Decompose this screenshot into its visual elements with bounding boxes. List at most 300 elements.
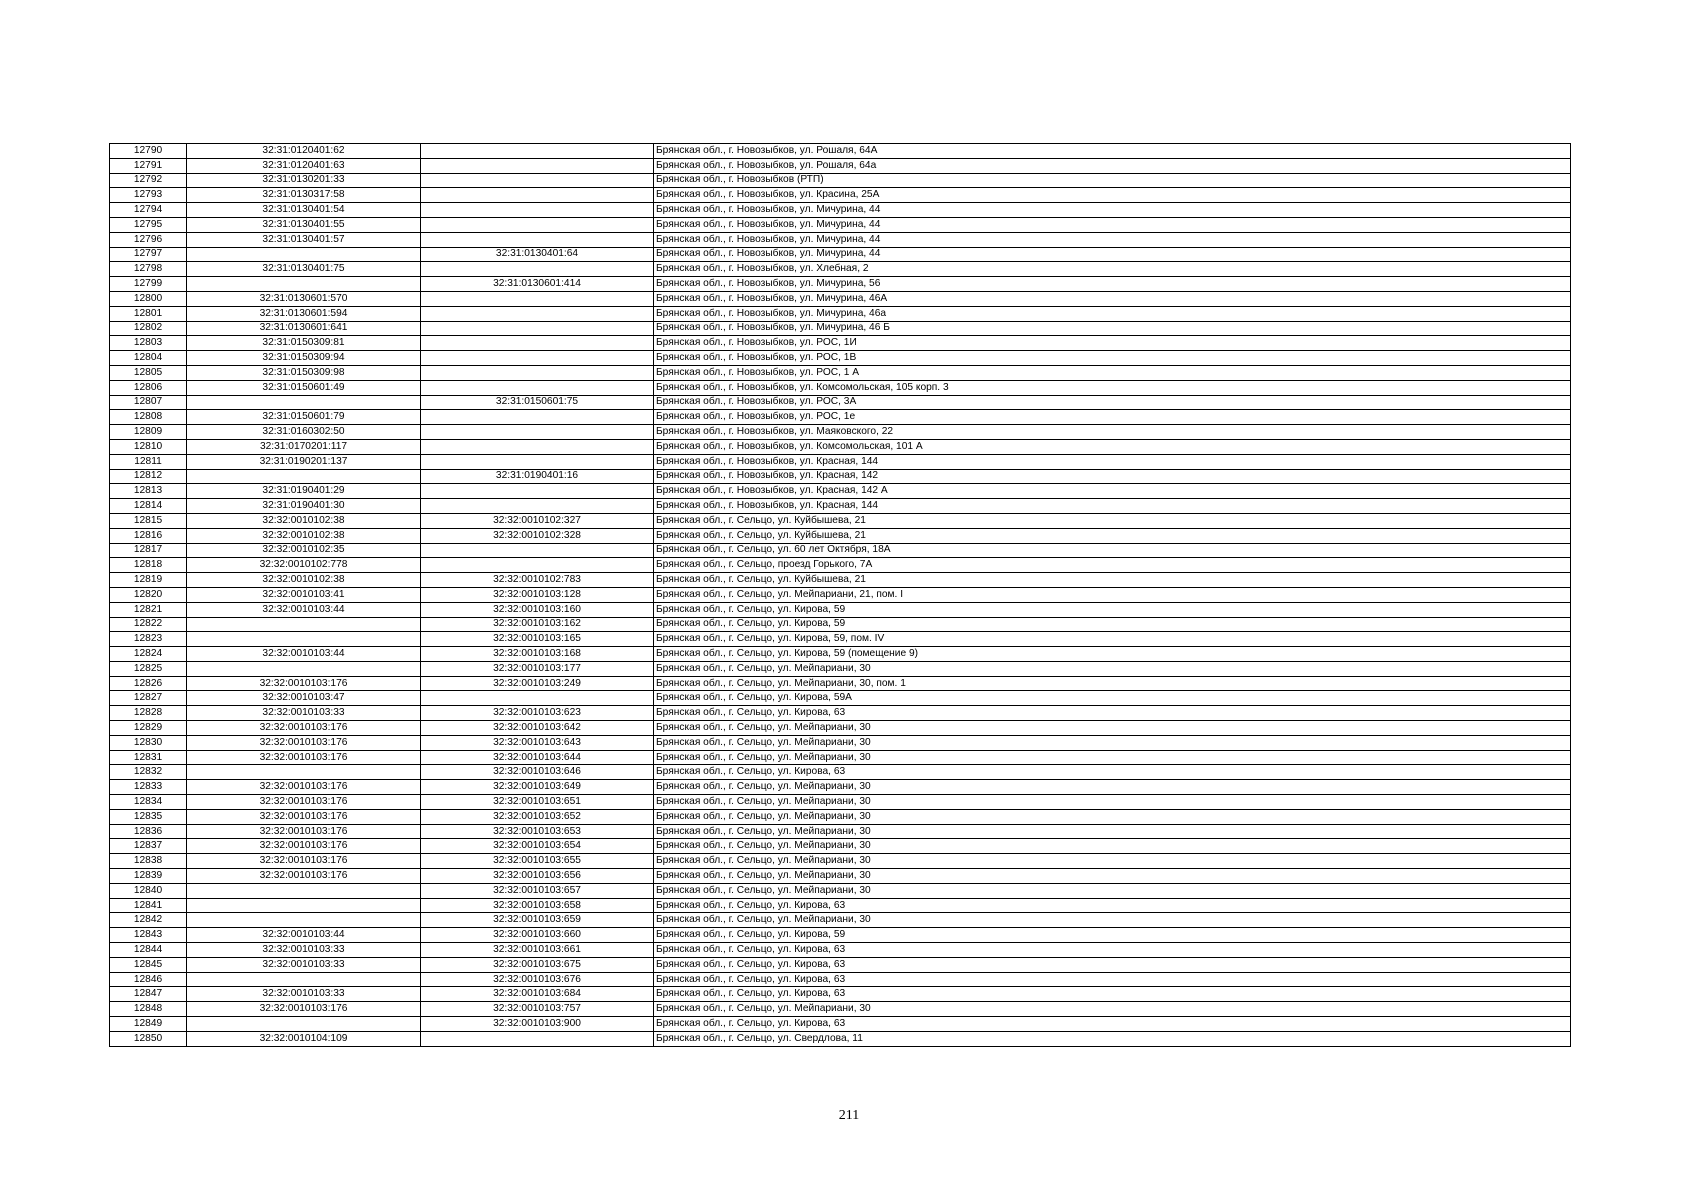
row-number-cell: 12791	[110, 158, 187, 173]
table-row	[110, 425, 1571, 440]
row-number-cell: 12837	[110, 839, 187, 854]
cadastral-number-cell: 32:31:0130601:594	[187, 306, 421, 321]
cadastral-number-cell: 32:31:0150601:49	[187, 380, 421, 395]
row-number-cell: 12801	[110, 306, 187, 321]
sub-cadastral-number-cell: 32:32:0010103:651	[421, 795, 654, 810]
address-cell: Брянская обл., г. Сельцо, ул. Мейпариани, 30, пом. 1	[654, 676, 1571, 691]
table-row	[110, 543, 1571, 558]
address-cell: Брянская обл., г. Сельцо, ул. Куйбышева, 21	[654, 513, 1571, 528]
table-row	[110, 158, 1571, 173]
address-cell: Брянская обл., г. Сельцо, ул. Мейпариани, 30	[654, 780, 1571, 795]
cadastral-number-cell: 32:32:0010103:176	[187, 780, 421, 795]
address-cell: Брянская обл., г. Сельцо, ул. Кирова, 63	[654, 957, 1571, 972]
cadastral-number-cell	[187, 247, 421, 262]
cadastral-number-cell: 32:32:0010103:33	[187, 987, 421, 1002]
address-cell: Брянская обл., г. Сельцо, ул. Свердлова, 11	[654, 1031, 1571, 1046]
cadastral-number-cell: 32:31:0190401:29	[187, 484, 421, 499]
address-cell: Брянская обл., г. Сельцо, ул. Мейпариани, 21, пом. I	[654, 587, 1571, 602]
sub-cadastral-number-cell: 32:32:0010103:177	[421, 661, 654, 676]
address-cell: Брянская обл., г. Сельцо, ул. Кирова, 59	[654, 617, 1571, 632]
cadastral-number-cell: 32:31:0130401:75	[187, 262, 421, 277]
address-cell: Брянская обл., г. Сельцо, ул. Кирова, 59	[654, 928, 1571, 943]
sub-cadastral-number-cell: 32:32:0010103:165	[421, 632, 654, 647]
table-row	[110, 144, 1571, 159]
cadastral-number-cell: 32:32:0010103:41	[187, 587, 421, 602]
address-cell: Брянская обл., г. Сельцо, ул. Кирова, 59, пом. IV	[654, 632, 1571, 647]
sub-cadastral-number-cell: 32:31:0150601:75	[421, 395, 654, 410]
row-number-cell: 12815	[110, 513, 187, 528]
sub-cadastral-number-cell: 32:32:0010103:658	[421, 898, 654, 913]
sub-cadastral-number-cell: 32:32:0010103:660	[421, 928, 654, 943]
row-number-cell: 12822	[110, 617, 187, 632]
row-number-cell: 12825	[110, 661, 187, 676]
row-number-cell: 12832	[110, 765, 187, 780]
cadastral-number-cell: 32:32:0010103:176	[187, 854, 421, 869]
cadastral-number-cell: 32:31:0150309:94	[187, 351, 421, 366]
row-number-cell: 12800	[110, 291, 187, 306]
row-number-cell: 12838	[110, 854, 187, 869]
address-cell: Брянская обл., г. Новозыбков, ул. Мичурина, 44	[654, 232, 1571, 247]
sub-cadastral-number-cell	[421, 306, 654, 321]
address-cell: Брянская обл., г. Новозыбков, ул. РОС, 1В	[654, 351, 1571, 366]
row-number-cell: 12807	[110, 395, 187, 410]
row-number-cell: 12828	[110, 706, 187, 721]
table-row	[110, 217, 1571, 232]
cadastral-number-cell: 32:32:0010103:176	[187, 750, 421, 765]
address-cell: Брянская обл., г. Новозыбков, ул. Мичурина, 46 Б	[654, 321, 1571, 336]
address-cell: Брянская обл., г. Сельцо, ул. Кирова, 63	[654, 706, 1571, 721]
row-number-cell: 12802	[110, 321, 187, 336]
cadastral-number-cell: 32:32:0010103:44	[187, 602, 421, 617]
address-cell: Брянская обл., г. Сельцо, ул. Мейпариани, 30	[654, 750, 1571, 765]
row-number-cell: 12792	[110, 173, 187, 188]
row-number-cell: 12847	[110, 987, 187, 1002]
sub-cadastral-number-cell: 32:32:0010102:327	[421, 513, 654, 528]
row-number-cell: 12827	[110, 691, 187, 706]
table-row	[110, 750, 1571, 765]
sub-cadastral-number-cell: 32:32:0010103:659	[421, 913, 654, 928]
sub-cadastral-number-cell: 32:32:0010103:249	[421, 676, 654, 691]
cadastral-number-cell: 32:32:0010102:38	[187, 513, 421, 528]
address-cell: Брянская обл., г. Новозыбков, ул. Красная, 144	[654, 454, 1571, 469]
cadastral-number-cell: 32:32:0010102:38	[187, 528, 421, 543]
cadastral-number-cell: 32:32:0010103:176	[187, 824, 421, 839]
cadastral-number-cell: 32:31:0130401:54	[187, 203, 421, 218]
address-cell: Брянская обл., г. Сельцо, ул. Мейпариани, 30	[654, 824, 1571, 839]
address-cell: Брянская обл., г. Новозыбков, ул. РОС, 1И	[654, 336, 1571, 351]
cadastral-number-cell: 32:31:0170201:117	[187, 439, 421, 454]
table-row	[110, 661, 1571, 676]
table-row	[110, 765, 1571, 780]
row-number-cell: 12836	[110, 824, 187, 839]
table-row	[110, 321, 1571, 336]
address-cell: Брянская обл., г. Новозыбков, ул. Мичурина, 44	[654, 217, 1571, 232]
row-number-cell: 12795	[110, 217, 187, 232]
table-row	[110, 188, 1571, 203]
table-row	[110, 602, 1571, 617]
row-number-cell: 12849	[110, 1017, 187, 1032]
cadastral-number-cell: 32:31:0130317:58	[187, 188, 421, 203]
sub-cadastral-number-cell: 32:32:0010103:644	[421, 750, 654, 765]
sub-cadastral-number-cell	[421, 439, 654, 454]
records-table	[109, 143, 1571, 1047]
sub-cadastral-number-cell: 32:32:0010103:652	[421, 809, 654, 824]
table-row	[110, 691, 1571, 706]
address-cell: Брянская обл., г. Сельцо, ул. Мейпариани, 30	[654, 869, 1571, 884]
address-cell: Брянская обл., г. Новозыбков, ул. РОС, 1 А	[654, 365, 1571, 380]
address-cell: Брянская обл., г. Сельцо, ул. Кирова, 63	[654, 765, 1571, 780]
row-number-cell: 12821	[110, 602, 187, 617]
sub-cadastral-number-cell: 32:32:0010103:646	[421, 765, 654, 780]
row-number-cell: 12823	[110, 632, 187, 647]
cadastral-number-cell: 32:32:0010103:176	[187, 839, 421, 854]
row-number-cell: 12790	[110, 144, 187, 159]
table-row	[110, 928, 1571, 943]
sub-cadastral-number-cell: 32:32:0010103:653	[421, 824, 654, 839]
row-number-cell: 12834	[110, 795, 187, 810]
row-number-cell: 12810	[110, 439, 187, 454]
cadastral-number-cell: 32:31:0190201:137	[187, 454, 421, 469]
cadastral-number-cell: 32:32:0010104:109	[187, 1031, 421, 1046]
table-row	[110, 395, 1571, 410]
row-number-cell: 12808	[110, 410, 187, 425]
sub-cadastral-number-cell	[421, 410, 654, 425]
address-cell: Брянская обл., г. Сельцо, ул. Кирова, 63	[654, 943, 1571, 958]
table-row	[110, 513, 1571, 528]
row-number-cell: 12843	[110, 928, 187, 943]
row-number-cell: 12835	[110, 809, 187, 824]
row-number-cell: 12796	[110, 232, 187, 247]
table-row	[110, 721, 1571, 736]
sub-cadastral-number-cell	[421, 558, 654, 573]
cadastral-number-cell: 32:32:0010103:33	[187, 706, 421, 721]
table-row	[110, 232, 1571, 247]
sub-cadastral-number-cell: 32:32:0010103:162	[421, 617, 654, 632]
row-number-cell: 12830	[110, 735, 187, 750]
cadastral-number-cell: 32:31:0150309:98	[187, 365, 421, 380]
cadastral-number-cell	[187, 395, 421, 410]
address-cell: Брянская обл., г. Сельцо, ул. Мейпариани, 30	[654, 854, 1571, 869]
table-row	[110, 706, 1571, 721]
row-number-cell: 12797	[110, 247, 187, 262]
address-cell: Брянская обл., г. Сельцо, ул. Кирова, 63	[654, 898, 1571, 913]
table-row	[110, 632, 1571, 647]
address-cell: Брянская обл., г. Сельцо, ул. Куйбышева, 21	[654, 528, 1571, 543]
row-number-cell: 12850	[110, 1031, 187, 1046]
sub-cadastral-number-cell: 32:32:0010103:168	[421, 647, 654, 662]
sub-cadastral-number-cell: 32:31:0130401:64	[421, 247, 654, 262]
cadastral-number-cell	[187, 632, 421, 647]
row-number-cell: 12816	[110, 528, 187, 543]
cadastral-number-cell	[187, 883, 421, 898]
sub-cadastral-number-cell: 32:32:0010103:160	[421, 602, 654, 617]
cadastral-number-cell: 32:32:0010102:35	[187, 543, 421, 558]
address-cell: Брянская обл., г. Новозыбков, ул. Рошаля, 64а	[654, 158, 1571, 173]
row-number-cell: 12824	[110, 647, 187, 662]
row-number-cell: 12839	[110, 869, 187, 884]
address-cell: Брянская обл., г. Сельцо, ул. 60 лет Октября, 18А	[654, 543, 1571, 558]
row-number-cell: 12840	[110, 883, 187, 898]
table-row	[110, 957, 1571, 972]
row-number-cell: 12813	[110, 484, 187, 499]
sub-cadastral-number-cell: 32:31:0130601:414	[421, 277, 654, 292]
address-cell: Брянская обл., г. Новозыбков (РТП)	[654, 173, 1571, 188]
sub-cadastral-number-cell: 32:32:0010102:783	[421, 573, 654, 588]
table-row	[110, 869, 1571, 884]
cadastral-number-cell: 32:32:0010103:176	[187, 676, 421, 691]
table-row	[110, 484, 1571, 499]
cadastral-number-cell: 32:32:0010103:176	[187, 795, 421, 810]
row-number-cell: 12806	[110, 380, 187, 395]
row-number-cell: 12798	[110, 262, 187, 277]
sub-cadastral-number-cell: 32:32:0010103:900	[421, 1017, 654, 1032]
sub-cadastral-number-cell	[421, 321, 654, 336]
sub-cadastral-number-cell: 32:32:0010103:654	[421, 839, 654, 854]
address-cell: Брянская обл., г. Новозыбков, ул. РОС, 3А	[654, 395, 1571, 410]
sub-cadastral-number-cell: 32:32:0010103:656	[421, 869, 654, 884]
address-cell: Брянская обл., г. Сельцо, ул. Мейпариани, 30	[654, 809, 1571, 824]
row-number-cell: 12820	[110, 587, 187, 602]
sub-cadastral-number-cell	[421, 691, 654, 706]
sub-cadastral-number-cell: 32:31:0190401:16	[421, 469, 654, 484]
cadastral-number-cell: 32:32:0010103:44	[187, 928, 421, 943]
sub-cadastral-number-cell	[421, 158, 654, 173]
table-row	[110, 972, 1571, 987]
page-number: 211	[838, 1108, 860, 1123]
row-number-cell: 12848	[110, 1002, 187, 1017]
table-row	[110, 587, 1571, 602]
table-row	[110, 380, 1571, 395]
records-table-body	[110, 144, 1571, 1047]
table-row	[110, 1031, 1571, 1046]
table-row	[110, 839, 1571, 854]
row-number-cell: 12814	[110, 499, 187, 514]
cadastral-number-cell: 32:32:0010103:44	[187, 647, 421, 662]
table-row	[110, 365, 1571, 380]
cadastral-number-cell: 32:32:0010103:47	[187, 691, 421, 706]
row-number-cell: 12803	[110, 336, 187, 351]
address-cell: Брянская обл., г. Новозыбков, ул. РОС, 1е	[654, 410, 1571, 425]
cadastral-number-cell: 32:32:0010102:38	[187, 573, 421, 588]
sub-cadastral-number-cell: 32:32:0010103:643	[421, 735, 654, 750]
row-number-cell: 12809	[110, 425, 187, 440]
table-row	[110, 795, 1571, 810]
table-row	[110, 351, 1571, 366]
sub-cadastral-number-cell	[421, 173, 654, 188]
sub-cadastral-number-cell	[421, 365, 654, 380]
sub-cadastral-number-cell	[421, 425, 654, 440]
address-cell: Брянская обл., г. Сельцо, ул. Мейпариани, 30	[654, 721, 1571, 736]
table-row	[110, 454, 1571, 469]
row-number-cell: 12842	[110, 913, 187, 928]
cadastral-number-cell	[187, 617, 421, 632]
cadastral-number-cell	[187, 765, 421, 780]
address-cell: Брянская обл., г. Сельцо, ул. Кирова, 63	[654, 972, 1571, 987]
table-row	[110, 306, 1571, 321]
address-cell: Брянская обл., г. Сельцо, ул. Кирова, 63	[654, 987, 1571, 1002]
sub-cadastral-number-cell: 32:32:0010103:655	[421, 854, 654, 869]
table-row	[110, 262, 1571, 277]
table-row	[110, 410, 1571, 425]
address-cell: Брянская обл., г. Сельцо, ул. Мейпариани, 30	[654, 661, 1571, 676]
address-cell: Брянская обл., г. Сельцо, ул. Кирова, 59	[654, 602, 1571, 617]
cadastral-number-cell: 32:32:0010103:176	[187, 1002, 421, 1017]
row-number-cell: 12844	[110, 943, 187, 958]
cadastral-number-cell	[187, 913, 421, 928]
cadastral-number-cell: 32:31:0130601:570	[187, 291, 421, 306]
row-number-cell: 12841	[110, 898, 187, 913]
sub-cadastral-number-cell	[421, 1031, 654, 1046]
table-row	[110, 573, 1571, 588]
cadastral-number-cell	[187, 898, 421, 913]
sub-cadastral-number-cell: 32:32:0010103:649	[421, 780, 654, 795]
row-number-cell: 12831	[110, 750, 187, 765]
address-cell: Брянская обл., г. Новозыбков, ул. Мичурина, 44	[654, 203, 1571, 218]
cadastral-number-cell	[187, 277, 421, 292]
table-row	[110, 735, 1571, 750]
table-row	[110, 336, 1571, 351]
cadastral-number-cell: 32:31:0150601:79	[187, 410, 421, 425]
row-number-cell: 12805	[110, 365, 187, 380]
address-cell: Брянская обл., г. Новозыбков, ул. Хлебная, 2	[654, 262, 1571, 277]
row-number-cell: 12812	[110, 469, 187, 484]
address-cell: Брянская обл., г. Сельцо, ул. Мейпариани, 30	[654, 913, 1571, 928]
table-row	[110, 913, 1571, 928]
row-number-cell: 12826	[110, 676, 187, 691]
table-row	[110, 558, 1571, 573]
address-cell: Брянская обл., г. Сельцо, ул. Мейпариани, 30	[654, 795, 1571, 810]
sub-cadastral-number-cell	[421, 291, 654, 306]
cadastral-number-cell	[187, 972, 421, 987]
address-cell: Брянская обл., г. Новозыбков, ул. Красина, 25А	[654, 188, 1571, 203]
address-cell: Брянская обл., г. Новозыбков, ул. Красная, 142	[654, 469, 1571, 484]
cadastral-number-cell: 32:32:0010103:176	[187, 869, 421, 884]
address-cell: Брянская обл., г. Сельцо, ул. Мейпариани, 30	[654, 839, 1571, 854]
sub-cadastral-number-cell: 32:32:0010102:328	[421, 528, 654, 543]
row-number-cell: 12846	[110, 972, 187, 987]
cadastral-number-cell: 32:31:0130201:33	[187, 173, 421, 188]
sub-cadastral-number-cell	[421, 203, 654, 218]
table-row	[110, 173, 1571, 188]
row-number-cell: 12829	[110, 721, 187, 736]
sub-cadastral-number-cell	[421, 454, 654, 469]
cadastral-number-cell: 32:31:0190401:30	[187, 499, 421, 514]
row-number-cell: 12799	[110, 277, 187, 292]
address-cell: Брянская обл., г. Новозыбков, ул. Красная, 144	[654, 499, 1571, 514]
table-row	[110, 780, 1571, 795]
cadastral-number-cell: 32:32:0010103:33	[187, 957, 421, 972]
row-number-cell: 12811	[110, 454, 187, 469]
row-number-cell: 12794	[110, 203, 187, 218]
table-row	[110, 943, 1571, 958]
cadastral-number-cell: 32:32:0010103:33	[187, 943, 421, 958]
cadastral-number-cell: 32:31:0160302:50	[187, 425, 421, 440]
cadastral-number-cell: 32:32:0010103:176	[187, 809, 421, 824]
table-row	[110, 987, 1571, 1002]
cadastral-number-cell: 32:31:0150309:81	[187, 336, 421, 351]
cadastral-number-cell: 32:31:0120401:62	[187, 144, 421, 159]
sub-cadastral-number-cell	[421, 232, 654, 247]
table-row	[110, 617, 1571, 632]
address-cell: Брянская обл., г. Сельцо, ул. Мейпариани, 30	[654, 883, 1571, 898]
table-row	[110, 824, 1571, 839]
row-number-cell: 12833	[110, 780, 187, 795]
cadastral-number-cell: 32:32:0010103:176	[187, 721, 421, 736]
address-cell: Брянская обл., г. Новозыбков, ул. Рошаля, 64А	[654, 144, 1571, 159]
table-row	[110, 439, 1571, 454]
table-row	[110, 469, 1571, 484]
address-cell: Брянская обл., г. Новозыбков, ул. Маяковского, 22	[654, 425, 1571, 440]
cadastral-number-cell: 32:31:0130401:57	[187, 232, 421, 247]
address-cell: Брянская обл., г. Новозыбков, ул. Мичурина, 44	[654, 247, 1571, 262]
table-row	[110, 809, 1571, 824]
row-number-cell: 12817	[110, 543, 187, 558]
address-cell: Брянская обл., г. Сельцо, проезд Горького, 7А	[654, 558, 1571, 573]
address-cell: Брянская обл., г. Новозыбков, ул. Мичурина, 46а	[654, 306, 1571, 321]
table-row	[110, 898, 1571, 913]
cadastral-number-cell: 32:31:0120401:63	[187, 158, 421, 173]
address-cell: Брянская обл., г. Сельцо, ул. Куйбышева, 21	[654, 573, 1571, 588]
sub-cadastral-number-cell: 32:32:0010103:684	[421, 987, 654, 1002]
table-row	[110, 1002, 1571, 1017]
sub-cadastral-number-cell: 32:32:0010103:657	[421, 883, 654, 898]
row-number-cell: 12793	[110, 188, 187, 203]
address-cell: Брянская обл., г. Сельцо, ул. Кирова, 59А	[654, 691, 1571, 706]
cadastral-number-cell: 32:31:0130401:55	[187, 217, 421, 232]
sub-cadastral-number-cell	[421, 380, 654, 395]
sub-cadastral-number-cell: 32:32:0010103:675	[421, 957, 654, 972]
table-row	[110, 647, 1571, 662]
address-cell: Брянская обл., г. Сельцо, ул. Кирова, 63	[654, 1017, 1571, 1032]
sub-cadastral-number-cell: 32:32:0010103:676	[421, 972, 654, 987]
address-cell: Брянская обл., г. Сельцо, ул. Мейпариани, 30	[654, 735, 1571, 750]
address-cell: Брянская обл., г. Новозыбков, ул. Мичурина, 56	[654, 277, 1571, 292]
sub-cadastral-number-cell	[421, 262, 654, 277]
address-cell: Брянская обл., г. Сельцо, ул. Мейпариани, 30	[654, 1002, 1571, 1017]
cadastral-number-cell: 32:31:0130601:641	[187, 321, 421, 336]
table-row	[110, 883, 1571, 898]
row-number-cell: 12845	[110, 957, 187, 972]
sub-cadastral-number-cell	[421, 499, 654, 514]
row-number-cell: 12818	[110, 558, 187, 573]
table-row	[110, 291, 1571, 306]
sub-cadastral-number-cell: 32:32:0010103:642	[421, 721, 654, 736]
sub-cadastral-number-cell	[421, 351, 654, 366]
address-cell: Брянская обл., г. Новозыбков, ул. Красная, 142 А	[654, 484, 1571, 499]
sub-cadastral-number-cell	[421, 484, 654, 499]
sub-cadastral-number-cell	[421, 217, 654, 232]
table-row	[110, 676, 1571, 691]
sub-cadastral-number-cell	[421, 188, 654, 203]
table-row	[110, 854, 1571, 869]
address-cell: Брянская обл., г. Сельцо, ул. Кирова, 59 (помещение 9)	[654, 647, 1571, 662]
address-cell: Брянская обл., г. Новозыбков, ул. Мичурина, 46А	[654, 291, 1571, 306]
sub-cadastral-number-cell: 32:32:0010103:623	[421, 706, 654, 721]
table-row	[110, 1017, 1571, 1032]
cadastral-number-cell: 32:32:0010102:778	[187, 558, 421, 573]
sub-cadastral-number-cell	[421, 144, 654, 159]
row-number-cell: 12804	[110, 351, 187, 366]
cadastral-number-cell	[187, 469, 421, 484]
sub-cadastral-number-cell: 32:32:0010103:128	[421, 587, 654, 602]
table-row	[110, 247, 1571, 262]
table-row	[110, 499, 1571, 514]
sub-cadastral-number-cell: 32:32:0010103:661	[421, 943, 654, 958]
table-row	[110, 277, 1571, 292]
sub-cadastral-number-cell	[421, 543, 654, 558]
address-cell: Брянская обл., г. Новозыбков, ул. Комсомольская, 101 А	[654, 439, 1571, 454]
cadastral-number-cell	[187, 661, 421, 676]
